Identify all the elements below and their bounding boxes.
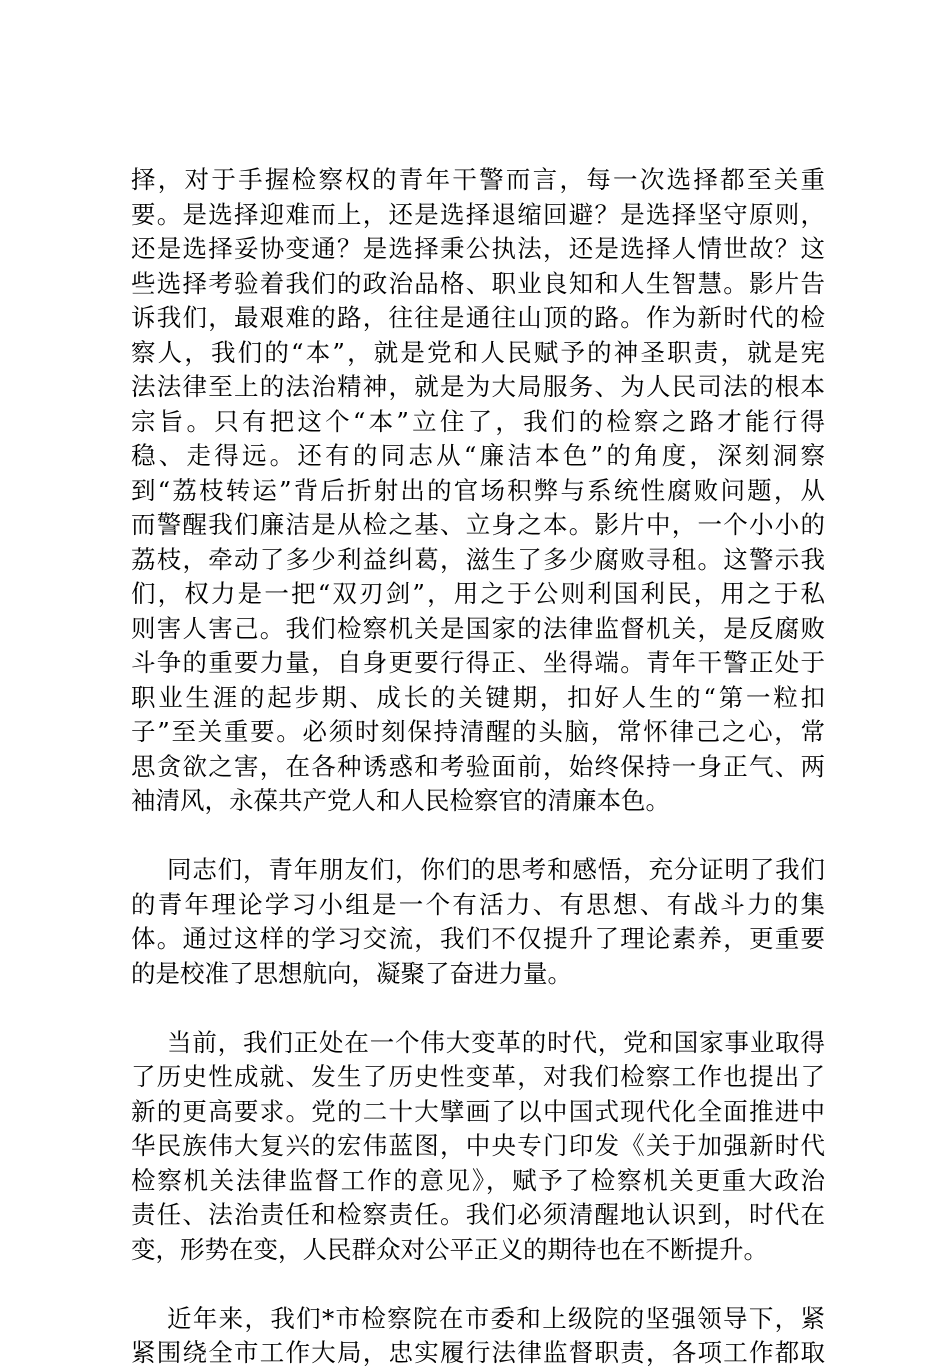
paragraph-1 <box>131 163 825 819</box>
paragraph-2 <box>131 853 825 991</box>
text-line: 们，权力是一把“双刃剑”，用之于公则利国利民，用之于私 <box>131 579 825 608</box>
paragraph-3 <box>131 1026 825 1268</box>
text-line: 察人，我们的“本”，就是党和人民赋予的神圣职责，就是宪 <box>131 337 825 367</box>
text-line: 责任、法治责任和检察责任。我们必须清醒地认识到，时代在 <box>131 1200 825 1229</box>
text-line: 则害人害己。我们检察机关是国家的法律监督机关，是反腐败 <box>131 613 825 643</box>
text-line: 些选择考验着我们的政治品格、职业良知和人生智慧。影片告 <box>131 268 825 298</box>
text-line: 宗旨。只有把这个“本”立住了，我们的检察之路才能行得 <box>131 406 825 436</box>
text-line: 要。是选择迎难而上，还是选择退缩回避？是选择坚守原则， <box>131 199 825 229</box>
paragraph-spacing <box>131 1267 825 1302</box>
text-line: 袖清风，永葆共产党人和人民检察官的清廉本色。 <box>131 786 670 815</box>
text-line: 斗争的重要力量，自身更要行得正、坐得端。青年干警正处于 <box>131 648 825 677</box>
text-line: 荔枝，牵动了多少利益纠葛，滋生了多少腐败寻租。这警示我 <box>131 544 825 574</box>
text-line: 新的更高要求。党的二十大擘画了以中国式现代化全面推进中 <box>131 1096 825 1126</box>
text-line: 子”至关重要。必须时刻保持清醒的头脑，常怀律己之心，常 <box>131 717 825 746</box>
text-line: 同志们，青年朋友们，你们的思考和感悟，充分证明了我们 <box>167 855 825 884</box>
text-line: 的是校准了思想航向，凝聚了奋进力量。 <box>131 958 572 988</box>
text-line: 当前，我们正处在一个伟大变革的时代，党和国家事业取得 <box>167 1027 825 1057</box>
text-line: 的青年理论学习小组是一个有活力、有思想、有战斗力的集 <box>131 889 825 919</box>
paragraph-4 <box>131 1302 825 1371</box>
text-line: 还是选择妥协变通？是选择秉公执法，还是选择人情世故？这 <box>131 234 825 263</box>
text-line: 了历史性成就、发生了历史性变革，对我们检察工作也提出了 <box>131 1062 825 1091</box>
text-line: 择，对于手握检察权的青年干警而言，每一次选择都至关重 <box>131 165 825 194</box>
text-line: 体。通过这样的学习交流，我们不仅提升了理论素养，更重要 <box>131 924 825 953</box>
text-line: 到“荔枝转运”背后折射出的官场积弊与系统性腐败问题，从 <box>131 475 825 505</box>
paragraph-spacing <box>131 991 825 1026</box>
document-body <box>131 163 825 1371</box>
paragraph-spacing <box>131 819 825 854</box>
text-line: 变，形势在变，人民群众对公平正义的期待也在不断提升。 <box>131 1234 768 1264</box>
text-line: 近年来，我们*市检察院在市委和上级院的坚强领导下，紧 <box>167 1303 825 1333</box>
text-line: 职业生涯的起步期、成长的关键期，扣好人生的“第一粒扣 <box>131 682 825 712</box>
text-line: 而警醒我们廉洁是从检之基、立身之本。影片中，一个小小的 <box>131 510 825 539</box>
text-line: 检察机关法律监督工作的意见》，赋予了检察机关更重大政治 <box>131 1165 825 1195</box>
text-line: 思贪欲之害，在各种诱惑和考验面前，始终保持一身正气、两 <box>131 751 825 781</box>
text-line: 法法律至上的法治精神，就是为大局服务、为人民司法的根本 <box>131 372 825 401</box>
text-line: 华民族伟大复兴的宏伟蓝图，中央专门印发《关于加强新时代 <box>131 1131 825 1160</box>
text-line: 紧围绕全市工作大局，忠实履行法律监督职责，各项工作都取 <box>131 1338 825 1367</box>
text-line: 稳、走得远。还有的同志从“廉洁本色”的角度，深刻洞察 <box>131 441 825 470</box>
text-line: 诉我们，最艰难的路，往往是通往山顶的路。作为新时代的检 <box>131 303 825 332</box>
